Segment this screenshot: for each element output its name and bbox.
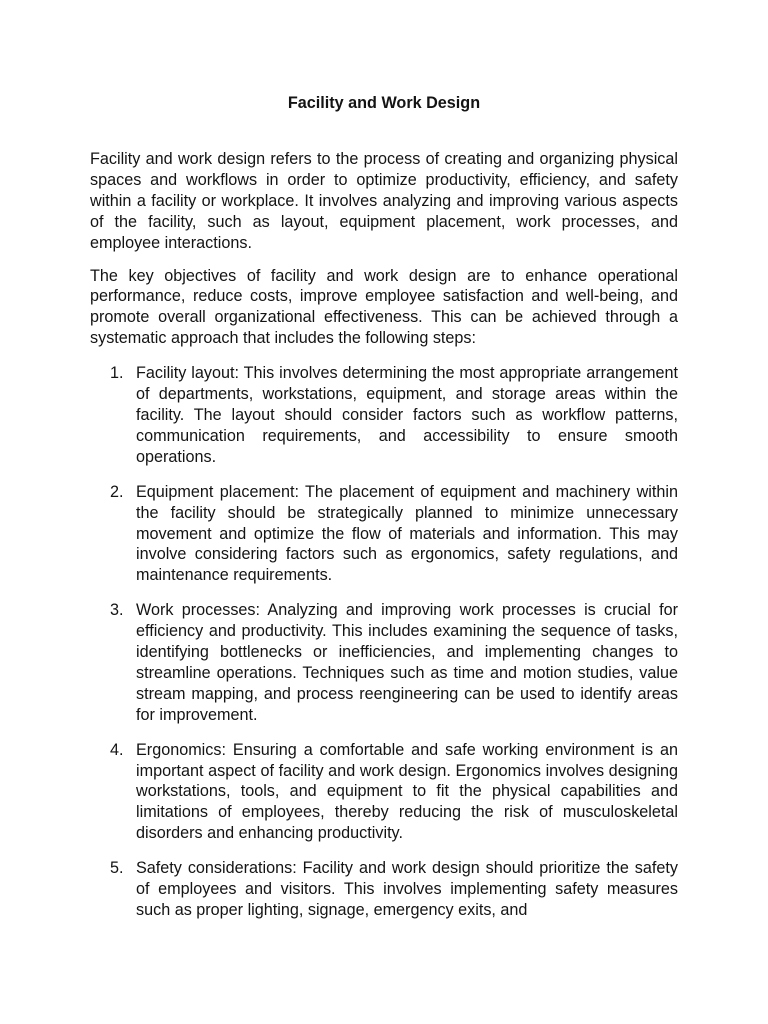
list-item-text: Safety considerations: Facility and work design should prioritize the safety of employees and visitors. This involves implementing safety measures such as proper lighting, signage, emergency exits, and [136, 859, 678, 919]
list-item [90, 482, 678, 587]
list-item-number: 3. [110, 601, 124, 620]
list-item-number: 4. [110, 740, 124, 759]
list-item-number: 5. [110, 859, 124, 878]
list-item-number: 1. [110, 364, 124, 383]
list-item [90, 740, 678, 845]
document-page [90, 93, 678, 935]
list-item-text: Ergonomics: Ensuring a comfortable and safe working environment is an important aspect of facility and work design. Ergonomics involves designing workstations, tools, and equipment to fit the physical capabilities and limitations of employees, thereby reducing the risk of musculoskeletal disorders and enhancing productivity. [136, 740, 678, 843]
objectives-paragraph: The key objectives of facility and work design are to enhance operational performance, reduce costs, improve employee satisfaction and well-being, and promote overall organizational effectiveness. This can be achieved through a systematic approach that includes the following steps: [90, 266, 678, 348]
list-item-text: Facility layout: This involves determining the most appropriate arrangement of departments, workstations, equipment, and storage areas within the facility. The layout should consider factors such as workflow patterns, communication requirements, and accessibility to ensure smooth operations. [136, 364, 678, 466]
list-item [90, 363, 678, 468]
list-item-number: 2. [110, 482, 124, 501]
list-item-text: Work processes: Analyzing and improving work processes is crucial for efficiency and productivity. This includes examining the sequence of tasks, identifying bottlenecks or inefficiencies, and implementing changes to streamline operations. Techniques such as time and motion studies, value stream mapping, and process reengineering can be used to identify areas for improvement. [136, 601, 678, 724]
list-item [90, 600, 678, 725]
intro-paragraph: Facility and work design refers to the process of creating and organizing physical spaces and workflows in order to optimize productivity, efficiency, and safety within a facility or workplace. It involves analyzing and improving various aspects of the facility, such as layout, equipment placement, work processes, and employee interactions. [90, 150, 678, 252]
document-title: Facility and Work Design [287, 94, 481, 112]
steps-list [90, 363, 678, 921]
list-item-text: Equipment placement: The placement of equipment and machinery within the facility should be strategically planned to minimize unnecessary movement and optimize the flow of materials and information. This may involve considering factors such as ergonomics, safety regulations, and maintenance requirements. [136, 482, 678, 585]
list-item [90, 858, 678, 921]
